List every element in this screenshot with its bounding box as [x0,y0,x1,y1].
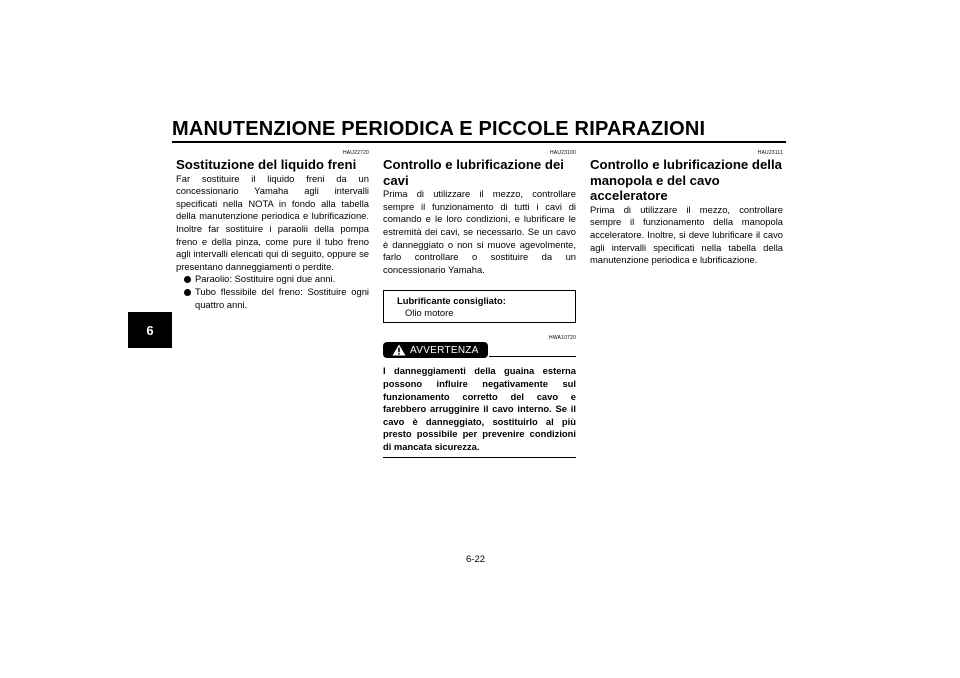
lubricant-value: Olio motore [405,307,454,319]
list-item-text: Tubo flessibile del freno: Sostituire ogni quattro anni. [195,285,369,310]
section-body: Prima di utilizzare il mezzo, controllare sempre il funzionamento della manopola acceleratore. Inoltre, si deve lubrificare il cavo agli intervalli specificati nella tabella della manutenzione periodica e lubrificazione. [590,203,783,266]
warning-header [383,342,576,360]
bullet-icon [184,289,191,296]
warning-text: I danneggiamenti della guaina esterna possono influire negativamente sul funzionamento corretto del cavo e farebbero arrugginire il cavo interno. Se il cavo è danneggiato, sostituirlo al più presto possibile per prevenire condizioni di mancata sicurezza. [383,365,576,452]
lubricant-label: Lubrificante consigliato: [397,295,506,307]
section-throttle [590,150,783,267]
section-code: HAU23100 [549,150,576,156]
page-header-title: MANUTENZIONE PERIODICA E PICCOLE RIPARAZIONI [172,118,706,140]
section-heading: Controllo e lubrificazione dei cavi [383,157,564,188]
list-item [184,286,369,311]
section-brake-fluid [176,150,369,311]
warning-badge [383,342,488,358]
bullet-list [176,273,369,311]
page-number: 6-22 [466,554,486,565]
chapter-tab: 6 [128,312,172,348]
warning-code: HWA10720 [549,335,576,342]
header-rule [172,141,786,143]
section-code: HAU23111 [757,150,783,156]
list-item [184,273,369,286]
warning-rule [489,356,576,357]
section-heading: Controllo e lubrificazione della manopola e del cavo acceleratore [590,157,782,204]
bullet-icon [184,276,191,283]
section-heading: Sostituzione del liquido freni [176,157,357,172]
list-item-text: Paraolio: Sostituire ogni due anni. [195,273,336,285]
section-code: HAU22720 [342,150,369,156]
warning-label: AVVERTENZA [410,344,479,356]
section-cables [383,150,576,458]
section-body: Prima di utilizzare il mezzo, controllare sempre il funzionamento di tutti i cavi di comando e le loro condizioni, e lubrificare le estremità dei cavi, se necessario. Se un cavo è danneggiato o non si muove agevolmente, farlo controllare o sostituire da un concessionario Yamaha. [383,188,576,275]
section-body: Far sostituire il liquido freni da un concessionario Yamaha agli intervalli specificati nella NOTA in fondo alla tabella della manutenzione periodica e lubrificazione. Inoltre far sostituire i paraolii della pompa freno e della pinza, come pure il tubo freno agli intervalli elencati qui di seguito, oppure se presentano danneggiamenti o perdite. [176,172,369,272]
warning-triangle-icon [392,344,406,356]
warning-bottom-rule [383,457,576,459]
lubricant-box [383,290,576,323]
